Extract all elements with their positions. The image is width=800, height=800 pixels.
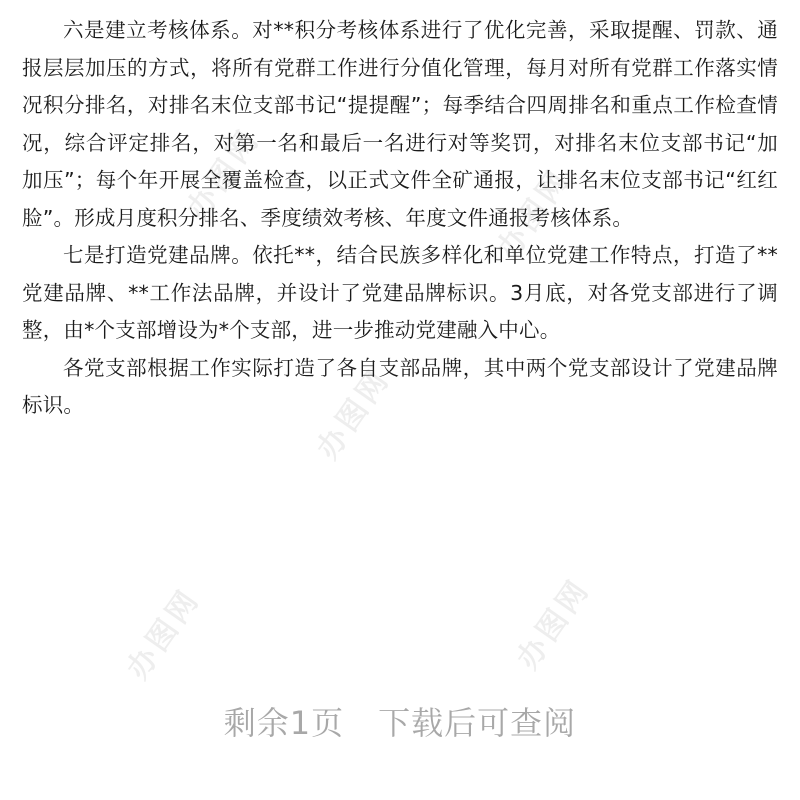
remaining-pages-label: 剩余1页: [223, 704, 345, 742]
watermark: 办图网: [490, 162, 578, 266]
watermark: 办图网: [120, 582, 208, 686]
watermark: 办图网: [510, 572, 598, 676]
paragraph-party-brand: 七是打造党建品牌。依托**，结合民族多样化和单位党建工作特点，打造了**党建品牌、**工作法品牌，并设计了党建品牌标识。3月底，对各党支部进行了调整，由*个支部增设为*个支部，进一步推动党建融入中心。: [22, 243, 778, 342]
download-prompt[interactable]: [0, 698, 800, 744]
watermark: 办图网: [310, 362, 398, 466]
paragraph-assessment-system: 六是建立考核体系。对**积分考核体系进行了优化完善，采取提醒、罚款、通报层层加压的方式，将所有党群工作进行分值化管理，每月对所有党群工作落实情况积分排名，对排名末位支部书记“提提醒”；每季结合四周排名和重点工作检查情况，综合评定排名，对第一名和最后一名进行对等奖罚，对排名末位支部书记“加加压”；每个年开展全覆盖检查，以正式文件全矿通报，让排名末位支部书记“红红脸”。形成月度积分排名、季度绩效考核、年度文件通报考核体系。: [22, 18, 778, 230]
document-body: [22, 12, 778, 425]
download-to-view-label: 下载后可查阅: [378, 704, 577, 742]
paragraph-branch-brands: 各党支部根据工作实际打造了各自支部品牌，其中两个党支部设计了党建品牌标识。: [22, 355, 778, 417]
watermark: 办图网: [180, 122, 268, 226]
